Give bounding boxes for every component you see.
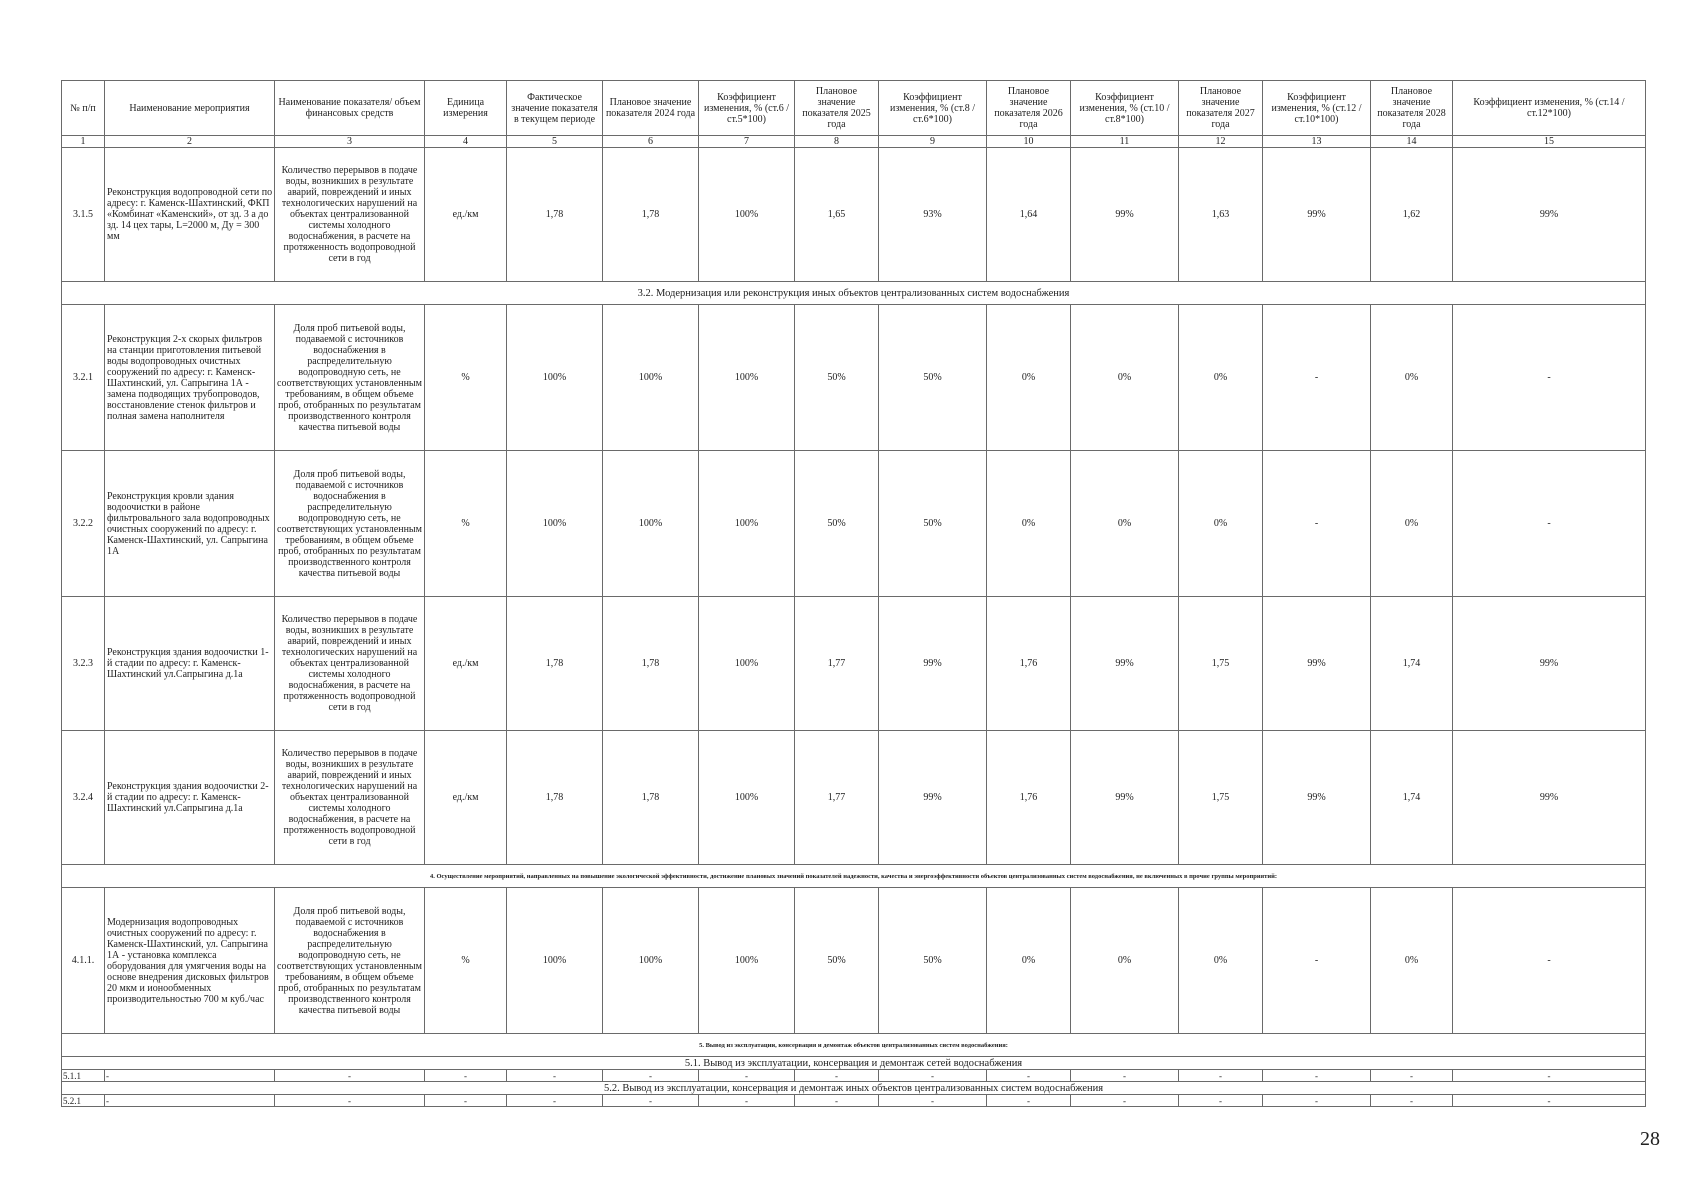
table-row — [62, 451, 1646, 597]
measure-name: Реконструкция кровли здания водоочистки в районе фильтровального зала водопроводных очистных сооружений по адресу: г. Каменск-Шахтинский, ул. Сапрыгина 1А — [105, 451, 275, 597]
column-header: Плановое значение показателя 2027 года — [1179, 81, 1263, 136]
measure-name: Модернизация водопроводных очистных сооружений по адресу: г. Каменск-Шахтинский, ул. Сапрыгина 1А - установка комплекса оборудования для умягчения воды на основе внедрения дисковых фильтров 20 мкм и ионообменных производительностью 700 м куб./час — [105, 888, 275, 1034]
table-cell: - — [1179, 1070, 1263, 1082]
column-number: 1 — [62, 136, 105, 148]
row-number: 5.2.1 — [62, 1095, 105, 1107]
column-number: 10 — [987, 136, 1071, 148]
table-cell: 1,78 — [507, 597, 603, 731]
row-number: 3.2.3 — [62, 597, 105, 731]
table-cell: - — [425, 1070, 507, 1082]
table-cell: 100% — [699, 597, 795, 731]
table-cell: 99% — [1071, 148, 1179, 282]
table-cell: 1,75 — [1179, 731, 1263, 865]
table-cell: 100% — [603, 305, 699, 451]
column-header: Плановое значение показателя 2028 года — [1371, 81, 1453, 136]
section-title: 3.2. Модернизация или реконструкция иных объектов централизованных систем водоснабжения — [62, 282, 1646, 305]
row-number: 3.1.5 — [62, 148, 105, 282]
table-row — [62, 1095, 1646, 1107]
table-cell: 100% — [699, 148, 795, 282]
column-header: Фактическое значение показателя в текущем периоде — [507, 81, 603, 136]
table-cell: - — [1263, 888, 1371, 1034]
table-cell: - — [1453, 305, 1646, 451]
table-cell: - — [699, 1070, 795, 1082]
table-cell: - — [507, 1070, 603, 1082]
table-cell: 0% — [1179, 888, 1263, 1034]
table-cell: 0% — [1371, 305, 1453, 451]
table-cell: 100% — [603, 451, 699, 597]
table-cell: 50% — [879, 451, 987, 597]
table-cell: 99% — [1263, 731, 1371, 865]
table-cell: 0% — [987, 888, 1071, 1034]
table-cell: 100% — [699, 888, 795, 1034]
table-cell: 1,78 — [603, 148, 699, 282]
section-header-row — [62, 1034, 1646, 1057]
column-header: Наименование мероприятия — [105, 81, 275, 136]
column-header: Коэффициент изменения, % (ст.8 /ст.6*100) — [879, 81, 987, 136]
table-cell: 1,65 — [795, 148, 879, 282]
table-cell: 0% — [1179, 451, 1263, 597]
table-cell: 100% — [699, 451, 795, 597]
table-cell: ед./км — [425, 597, 507, 731]
table-cell: 0% — [987, 451, 1071, 597]
column-header: Коэффициент изменения, % (ст.14 /ст.12*100) — [1453, 81, 1646, 136]
column-number: 9 — [879, 136, 987, 148]
table-cell: - — [1371, 1070, 1453, 1082]
column-number: 3 — [275, 136, 425, 148]
header-row — [62, 81, 1646, 136]
table-cell: 100% — [603, 888, 699, 1034]
table-cell: - — [879, 1070, 987, 1082]
table-cell: - — [275, 1070, 425, 1082]
column-number: 7 — [699, 136, 795, 148]
table-cell: 0% — [1179, 305, 1263, 451]
table-cell: - — [1263, 305, 1371, 451]
table-cell: 99% — [1071, 731, 1179, 865]
table-cell: 1,75 — [1179, 597, 1263, 731]
section-title: 4. Осуществление мероприятий, направленных на повышение экологической эффективности, достижение плановых значений показателей надежности, качества и энергоэффективности объектов централизованных систем водоснабжения, не включенных в прочие группы мероприятий: — [62, 865, 1646, 888]
section-header-row — [62, 865, 1646, 888]
table-cell: - — [987, 1070, 1071, 1082]
table-cell: 100% — [699, 731, 795, 865]
table-cell: - — [603, 1095, 699, 1107]
table-cell: 50% — [795, 451, 879, 597]
indicator-name: Количество перерывов в подаче воды, возникших в результате аварий, повреждений и иных технологических нарушений на объектах централизованной системы холодного водоснабжения, в расчете на протяженность водопроводной сети в год — [275, 731, 425, 865]
section-title: 5.1. Вывод из эксплуатации, консервация и демонтаж сетей водоснабжения — [62, 1057, 1646, 1070]
table-cell: 99% — [1453, 148, 1646, 282]
table-cell: - — [1453, 888, 1646, 1034]
measure-name: Реконструкция здания водоочистки 2-й стадии по адресу: г. Каменск-Шахтинский ул.Сапрыгина д.1а — [105, 731, 275, 865]
table-cell: 1,78 — [603, 731, 699, 865]
table-cell: 1,74 — [1371, 597, 1453, 731]
table-cell: 99% — [1453, 731, 1646, 865]
table-cell: 0% — [1371, 451, 1453, 597]
column-numbers-row — [62, 136, 1646, 148]
table-cell: - — [1453, 1095, 1646, 1107]
column-number: 11 — [1071, 136, 1179, 148]
table-cell: 100% — [507, 451, 603, 597]
table-cell: - — [603, 1070, 699, 1082]
row-number: 5.1.1 — [62, 1070, 105, 1082]
table-cell: ед./км — [425, 731, 507, 865]
section-title: 5.2. Вывод из эксплуатации, консервация и демонтаж иных объектов централизованных систем водоснабжения — [62, 1082, 1646, 1095]
table-cell: 0% — [987, 305, 1071, 451]
table-cell: 93% — [879, 148, 987, 282]
column-number: 5 — [507, 136, 603, 148]
table-cell: - — [507, 1095, 603, 1107]
table-cell: 50% — [879, 888, 987, 1034]
column-header: Плановое значение показателя 2025 года — [795, 81, 879, 136]
column-header: № п/п — [62, 81, 105, 136]
row-number: 3.2.1 — [62, 305, 105, 451]
table-cell: - — [1179, 1095, 1263, 1107]
table-cell: - — [1071, 1070, 1179, 1082]
table-cell: - — [105, 1095, 275, 1107]
table-row — [62, 305, 1646, 451]
column-header: Коэффициент изменения, % (ст.12 /ст.10*100) — [1263, 81, 1371, 136]
table-cell: 1,78 — [507, 148, 603, 282]
table-cell: - — [1263, 1070, 1371, 1082]
row-number: 4.1.1. — [62, 888, 105, 1034]
column-number: 15 — [1453, 136, 1646, 148]
section-header-row — [62, 1057, 1646, 1070]
table-cell: 1,76 — [987, 597, 1071, 731]
column-header: Наименование показателя/ объем финансовых средств — [275, 81, 425, 136]
table-cell: 50% — [795, 888, 879, 1034]
column-number: 6 — [603, 136, 699, 148]
indicator-name: Доля проб питьевой воды, подаваемой с источников водоснабжения в распределительную водопроводную сеть, не соответствующих установленным требованиям, в общем объеме проб, отобранных по результатам производственного контроля качества питьевой воды — [275, 305, 425, 451]
table-cell: % — [425, 305, 507, 451]
measure-name: Реконструкция водопроводной сети по адресу: г. Каменск-Шахтинский, ФКП «Комбинат «Каменский», от зд. 3 а до зд. 14 цех тары, L=2000 м, Ду = 300 мм — [105, 148, 275, 282]
table-cell: 1,78 — [603, 597, 699, 731]
table-cell: 100% — [507, 305, 603, 451]
measure-name: Реконструкция 2-х скорых фильтров на станции приготовления питьевой воды водопроводных очистных сооружений по адресу: г. Каменск-Шахтинский, ул. Сапрыгина 1А - замена подводящих трубопроводов, восстановление стенок фильтров и полная замена наполнителя — [105, 305, 275, 451]
column-number: 4 — [425, 136, 507, 148]
section-title: 5. Вывод из эксплуатации, консервация и демонтаж объектов централизованных систем водоснабжения: — [62, 1034, 1646, 1057]
table-cell: ед./км — [425, 148, 507, 282]
table-cell: 100% — [507, 888, 603, 1034]
table-cell: 1,76 — [987, 731, 1071, 865]
table-row — [62, 597, 1646, 731]
measure-name: Реконструкция здания водоочистки 1-й стадии по адресу: г. Каменск-Шахтинский ул.Сапрыгина д.1а — [105, 597, 275, 731]
table-cell: 50% — [795, 305, 879, 451]
table-cell: 99% — [1453, 597, 1646, 731]
column-header: Плановое значение показателя 2024 года — [603, 81, 699, 136]
table-cell: 1,63 — [1179, 148, 1263, 282]
table-cell: 1,78 — [507, 731, 603, 865]
table-cell: 1,77 — [795, 731, 879, 865]
section-header-row — [62, 282, 1646, 305]
indicator-name: Количество перерывов в подаче воды, возникших в результате аварий, повреждений и иных технологических нарушений на объектах централизованной системы холодного водоснабжения, в расчете на протяженность водопроводной сети в год — [275, 148, 425, 282]
table-cell: 99% — [1263, 148, 1371, 282]
table-cell: - — [987, 1095, 1071, 1107]
row-number: 3.2.2 — [62, 451, 105, 597]
table-cell: 1,74 — [1371, 731, 1453, 865]
table-row — [62, 148, 1646, 282]
table-cell: - — [1453, 451, 1646, 597]
table-cell: - — [795, 1070, 879, 1082]
page-number: 28 — [1640, 1128, 1660, 1150]
table-cell: - — [1071, 1095, 1179, 1107]
table-cell: 1,64 — [987, 148, 1071, 282]
table-row — [62, 1070, 1646, 1082]
measures-table — [61, 80, 1646, 1107]
table-row — [62, 731, 1646, 865]
indicator-name: Доля проб питьевой воды, подаваемой с источников водоснабжения в распределительную водопроводную сеть, не соответствующих установленным требованиям, в общем объеме проб, отобранных по результатам производственного контроля качества питьевой воды — [275, 888, 425, 1034]
column-number: 14 — [1371, 136, 1453, 148]
table-cell: 99% — [1263, 597, 1371, 731]
table-cell: - — [425, 1095, 507, 1107]
table-cell: 0% — [1371, 888, 1453, 1034]
table-cell: - — [1371, 1095, 1453, 1107]
table-cell: % — [425, 451, 507, 597]
column-number: 12 — [1179, 136, 1263, 148]
table-cell: - — [275, 1095, 425, 1107]
table-cell: - — [1263, 1095, 1371, 1107]
table-cell: 0% — [1071, 305, 1179, 451]
indicator-name: Количество перерывов в подаче воды, возникших в результате аварий, повреждений и иных технологических нарушений на объектах централизованной системы холодного водоснабжения, в расчете на протяженность водопроводной сети в год — [275, 597, 425, 731]
table-cell: - — [1263, 451, 1371, 597]
table-cell: - — [795, 1095, 879, 1107]
table-cell: 0% — [1071, 451, 1179, 597]
table-cell: % — [425, 888, 507, 1034]
column-header: Коэффициент изменения, % (ст.10 /ст.8*100) — [1071, 81, 1179, 136]
table-cell: 99% — [879, 597, 987, 731]
table-cell: 1,77 — [795, 597, 879, 731]
column-header: Единица измерения — [425, 81, 507, 136]
column-number: 2 — [105, 136, 275, 148]
table-cell: 0% — [1071, 888, 1179, 1034]
table-cell: - — [699, 1095, 795, 1107]
table-cell: - — [105, 1070, 275, 1082]
table-cell: 99% — [1071, 597, 1179, 731]
column-header: Коэффициент изменения, % (ст.6 /ст.5*100) — [699, 81, 795, 136]
indicator-name: Доля проб питьевой воды, подаваемой с источников водоснабжения в распределительную водопроводную сеть, не соответствующих установленным требованиям, в общем объеме проб, отобранных по результатам производственного контроля качества питьевой воды — [275, 451, 425, 597]
column-number: 13 — [1263, 136, 1371, 148]
row-number: 3.2.4 — [62, 731, 105, 865]
table-cell: 99% — [879, 731, 987, 865]
table-cell: - — [879, 1095, 987, 1107]
table-cell: 50% — [879, 305, 987, 451]
column-number: 8 — [795, 136, 879, 148]
table-row — [62, 888, 1646, 1034]
section-header-row — [62, 1082, 1646, 1095]
column-header: Плановое значение показателя 2026 года — [987, 81, 1071, 136]
table-cell: - — [1453, 1070, 1646, 1082]
table-cell: 1,62 — [1371, 148, 1453, 282]
table-cell: 100% — [699, 305, 795, 451]
